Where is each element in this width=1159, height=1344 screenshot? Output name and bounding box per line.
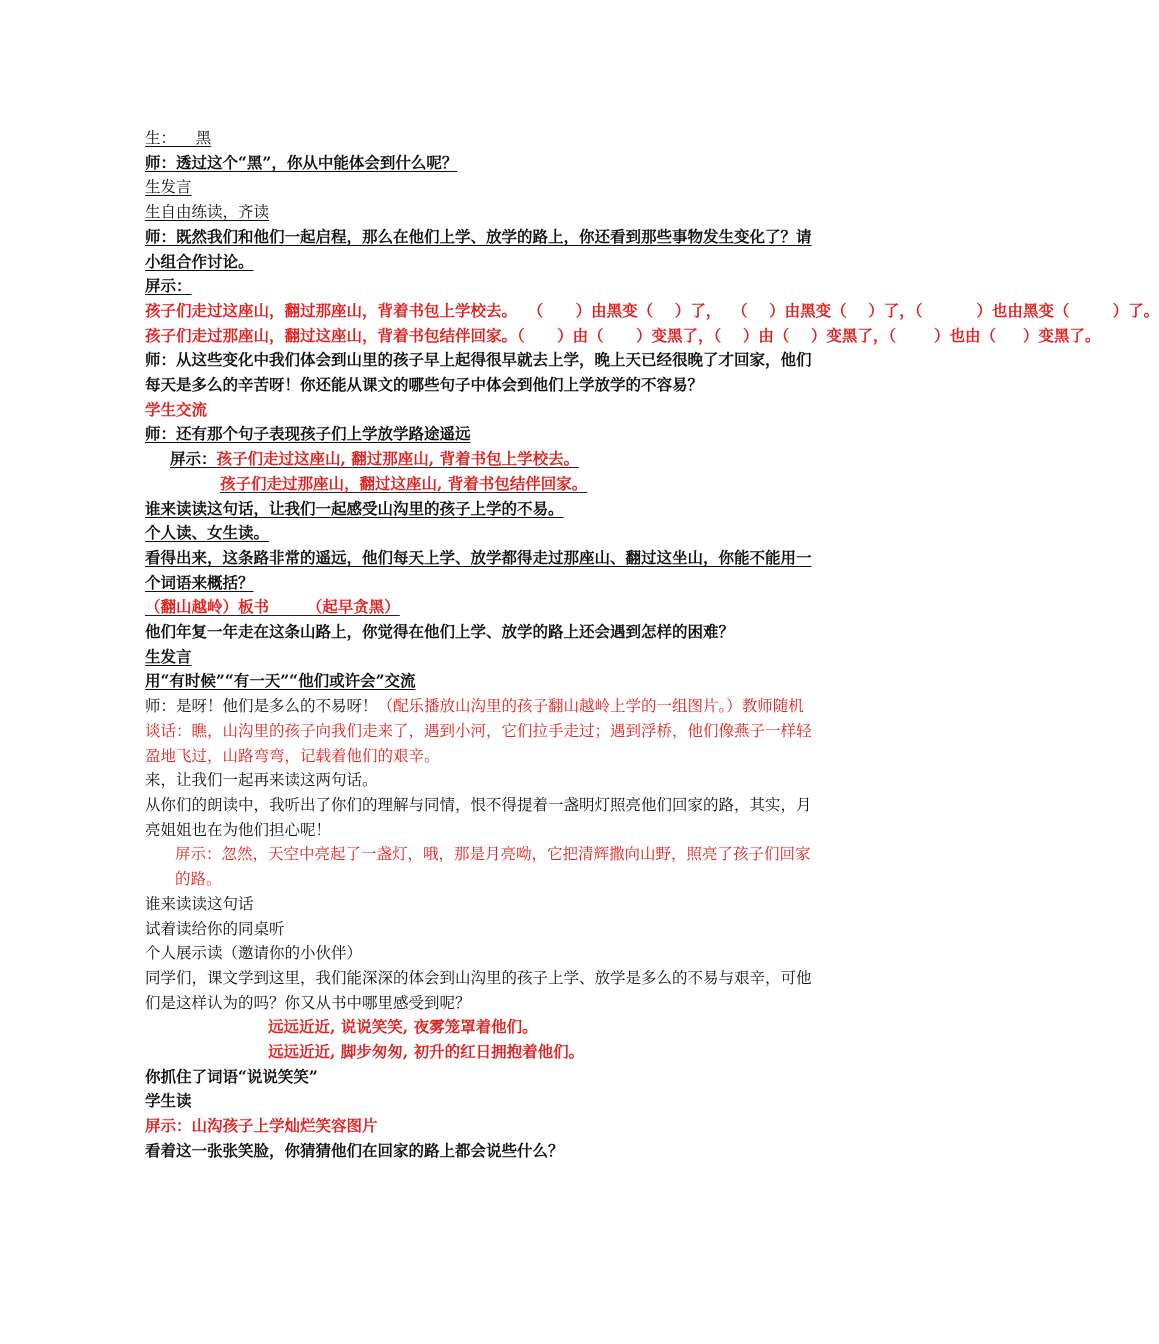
- smile-images-line: 屏示：山沟孩子上学灿烂笑容图片: [145, 1116, 378, 1136]
- quote-sentence-going: 孩子们走过这座山, 翻过那座山, 背着书包上学校去。: [216, 449, 580, 469]
- moon-transition-paragraph: 从你们的朗读中，我听出了你们的理解与同情，恨不得提着一盏明灯照亮他们回家的路，其实，月亮姐姐也在为他们担心呢！: [145, 795, 812, 839]
- student-exchange-line: 学生交流: [145, 399, 208, 419]
- moon-screen-show-paragraph: 屏示：忽然，天空中亮起了一盏灯，哦，那是月亮呦，它把清辉撒向山野，照亮了孩子们回家的路。: [175, 845, 811, 889]
- teacher-narration-paragraph: [145, 694, 813, 768]
- teacher-distance-question: 师：还有那个句子表现孩子们上学放学路途遥远: [145, 424, 471, 444]
- reflection-question-paragraph: 同学们，课文学到这里，我们能深深的体会到山沟里的孩子上学、放学是多么的不易与艰辛，可他们是这样认为的吗？你又从书中哪里感受到呢？: [145, 968, 812, 1012]
- fill-in-exercise-evening: 孩子们走过那座山，翻过这座山，背着书包结伴回家。（ ）由（ ）变黑了，（ ）由（ ）变黑了，（ ）也由（ ）变黑了。: [145, 325, 1101, 345]
- read-to-deskmate-line: 试着读给你的同桌听: [145, 919, 285, 938]
- screen-show-sentence-1: [145, 447, 813, 472]
- read-prompt-line: 谁来读读这句话，让我们一起感受山沟里的孩子上学的不易。: [145, 498, 564, 518]
- student-speak-line-2: 生发言: [145, 646, 192, 666]
- student-speak-line: 生发言: [145, 178, 192, 197]
- quote-sentence-returning: 孩子们走过那座山，翻过这座山, 背着书包结伴回家。: [220, 473, 588, 493]
- screen-show-label: 屏示：: [145, 276, 192, 296]
- sentence-pattern-line: 用“有时候”“有一天”“他们或许会”交流: [145, 671, 416, 691]
- teacher-discussion-paragraph: 师：既然我们和他们一起启程，那么在他们上学、放学的路上，你还看到那些事物发生变化了？请小组合作讨论。: [145, 226, 812, 271]
- student-answer-line: 生： 黑: [145, 129, 212, 147]
- read-again-line: 来，让我们一起再来读这两句话。: [145, 771, 378, 790]
- difficulty-question-line: 他们年复一年走在这条山路上，你觉得在他们上学、放学的路上还会遇到怎样的困难？: [145, 622, 735, 642]
- who-reads-line: 谁来读读这句话: [145, 894, 254, 913]
- screen-show-prefix: 屏示：: [170, 449, 217, 469]
- music-slideshow-narration: （配乐播放山沟里的孩子翻山越岭上学的一组图片。）教师随机谈话：瞧，山沟里的孩子向我们走来了，遇到小河，它们拉手走过；遇到浮桥，他们像燕子一样轻盈地飞过，山路弯弯，记载着他们的艰辛。: [145, 697, 812, 765]
- free-reading-line: 生自由练读，齐读: [145, 203, 270, 222]
- keyword-noted-line: 你抓住了词语“说说笑笑”: [145, 1066, 318, 1086]
- teacher-exclaim: 师：是呀！他们是多么的不易呀！: [145, 697, 378, 716]
- summarize-question-paragraph: 看得出来，这条路非常的遥远，他们每天上学、放学都得走过那座山、翻过这坐山，你能不能用一个词语来概括？: [145, 547, 812, 592]
- teacher-question-line: 师：透过这个“黑”，你从中能体会到什么呢？: [145, 152, 458, 172]
- quote-evening-fog: 远远近近, 说说笑笑, 夜雾笼罩着他们。: [268, 1017, 538, 1037]
- quote-morning-sun: 远远近近, 脚步匆匆, 初升的红日拥抱着他们。: [268, 1042, 585, 1062]
- individual-show-line: 个人展示读（邀请你的小伙伴）: [145, 944, 363, 963]
- reading-modes-line: 个人读、女生读。: [145, 523, 270, 543]
- document-page: [145, 126, 1159, 1164]
- final-question-line: 看着这一张张笑脸，你猜猜他们在回家的路上都会说些什么？: [145, 1140, 564, 1160]
- blackboard-keywords-line: （翻山越岭）板书 （起早贪黑）: [145, 597, 400, 617]
- fill-in-exercise-morning: 孩子们走过这座山，翻过那座山，背着书包上学校去。 （ ）由黑变（ ）了， （ ）由黑变（ ）了，（ ）也由黑变（ ）了。: [145, 300, 1159, 320]
- students-read-line: 学生读: [145, 1091, 192, 1111]
- teacher-reflection-paragraph: 师：从这些变化中我们体会到山里的孩子早上起得很早就去上学，晚上天已经很晚了才回家，他们每天是多么的辛苦呀！你还能从课文的哪些句子中体会到他们上学放学的不容易？: [145, 350, 812, 395]
